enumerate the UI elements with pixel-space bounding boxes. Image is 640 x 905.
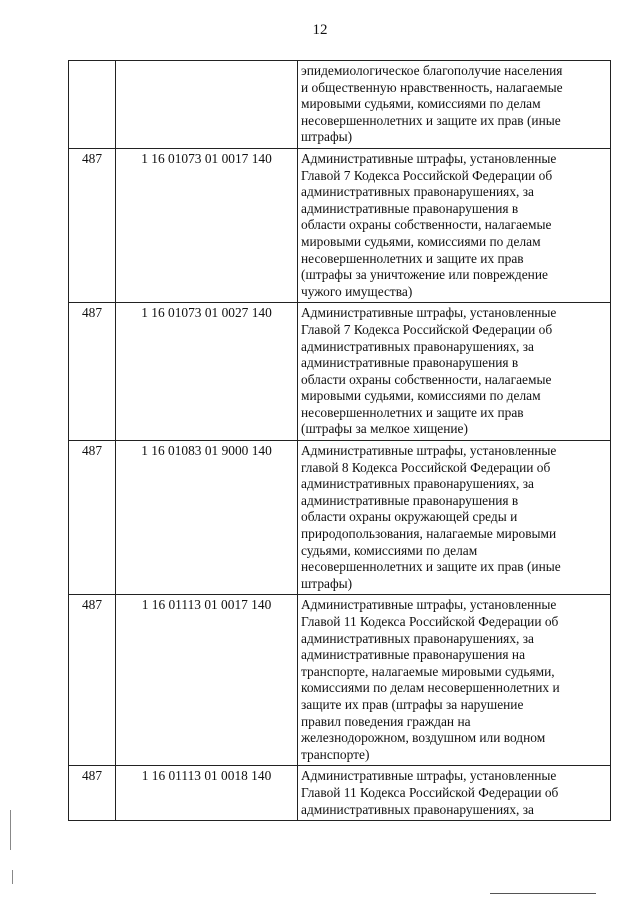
description-line: Административные штрафы, установленные (301, 150, 557, 166)
table-row (69, 595, 611, 766)
description-line: Главой 7 Кодекса Российской Федерации об (301, 321, 553, 337)
description-cell (298, 595, 611, 766)
scan-artifact (10, 810, 11, 850)
description-line: чужого имущества) (301, 283, 413, 299)
description-line: несовершеннолетних и защите их прав (иные (301, 112, 561, 128)
description-cell (298, 441, 611, 595)
table-row (69, 766, 611, 821)
description-line: (штрафы за уничтожение или повреждение (301, 267, 548, 283)
description-line: железнодорожном, воздушном или водном (301, 730, 546, 746)
description-line: Административные штрафы, установленные (301, 768, 557, 784)
description-cell (298, 148, 611, 302)
description-line: судьями, комиссиями по делам (301, 542, 478, 558)
budget-code-cell: 1 16 01073 01 0027 140 (116, 303, 298, 441)
description-cell (298, 303, 611, 441)
budget-code-cell: 1 16 01113 01 0017 140 (116, 595, 298, 766)
description-line: административных правонарушениях, за (301, 184, 534, 200)
description-line: эпидемиологическое благополучие населения (301, 63, 563, 78)
footer-rule (490, 893, 596, 894)
description-line: Административные штрафы, установленные (301, 305, 557, 321)
admin-code-cell: 487 (69, 303, 116, 441)
description-line: штрафы) (301, 129, 353, 145)
description-line: области охраны окружающей среды и (301, 509, 518, 525)
description-line: несовершеннолетних и защите их прав (иные (301, 559, 561, 575)
description-line: административные правонарушения в (301, 355, 519, 371)
budget-code-cell (116, 61, 298, 149)
description-line: защите их прав (штрафы за нарушение (301, 696, 524, 712)
description-line: административных правонарушениях, за (301, 801, 534, 817)
description-line: и общественную нравственность, налагаемые (301, 79, 563, 95)
table-body (69, 61, 611, 821)
description-line: области охраны собственности, налагаемые (301, 217, 552, 233)
description-line: административные правонарушения в (301, 200, 519, 216)
page-number: 12 (312, 22, 328, 38)
admin-code-cell: 487 (69, 595, 116, 766)
description-line: Административные штрафы, установленные (301, 443, 557, 459)
description-line: штрафы) (301, 575, 353, 591)
admin-code-cell: 487 (69, 766, 116, 821)
description-line: административных правонарушениях, за (301, 338, 534, 354)
description-line: мировыми судьями, комиссиями по делам (301, 388, 541, 404)
budget-code-cell: 1 16 01113 01 0018 140 (116, 766, 298, 821)
description-line: области охраны собственности, налагаемые (301, 371, 552, 387)
description-line: комиссиями по делам несовершеннолетних и (301, 680, 560, 696)
description-line: транспорте) (301, 746, 370, 762)
admin-code-cell: 487 (69, 148, 116, 302)
description-line: административных правонарушениях, за (301, 476, 534, 492)
description-line: (штрафы за мелкое хищение) (301, 421, 468, 437)
description-line: несовершеннолетних и защите их прав (301, 404, 524, 420)
scan-artifact (12, 870, 13, 884)
description-line: Главой 7 Кодекса Российской Федерации об (301, 167, 553, 183)
description-cell (298, 61, 611, 149)
budget-code-cell: 1 16 01073 01 0017 140 (116, 148, 298, 302)
description-line: административных правонарушениях, за (301, 630, 534, 646)
table-row (69, 61, 611, 149)
description-line: административные правонарушения в (301, 492, 519, 508)
description-line: Главой 11 Кодекса Российской Федерации об (301, 784, 559, 800)
description-line: мировыми судьями, комиссиями по делам (301, 233, 541, 249)
admin-code-cell: 487 (69, 441, 116, 595)
description-line: Административные штрафы, установленные (301, 597, 557, 613)
admin-code-cell (69, 61, 116, 149)
table-row (69, 441, 611, 595)
description-line: несовершеннолетних и защите их прав (301, 250, 524, 266)
description-line: правил поведения граждан на (301, 713, 471, 729)
table-row (69, 303, 611, 441)
description-cell (298, 766, 611, 821)
budget-codes-table (68, 60, 611, 821)
description-line: главой 8 Кодекса Российской Федерации об (301, 459, 551, 475)
description-line: транспорте, налагаемые мировыми судьями, (301, 663, 555, 679)
budget-code-cell: 1 16 01083 01 9000 140 (116, 441, 298, 595)
description-line: мировыми судьями, комиссиями по делам (301, 96, 541, 112)
table-row (69, 148, 611, 302)
description-line: административные правонарушения на (301, 647, 526, 663)
description-line: природопользования, налагаемые мировыми (301, 526, 557, 542)
description-line: Главой 11 Кодекса Российской Федерации об (301, 614, 559, 629)
